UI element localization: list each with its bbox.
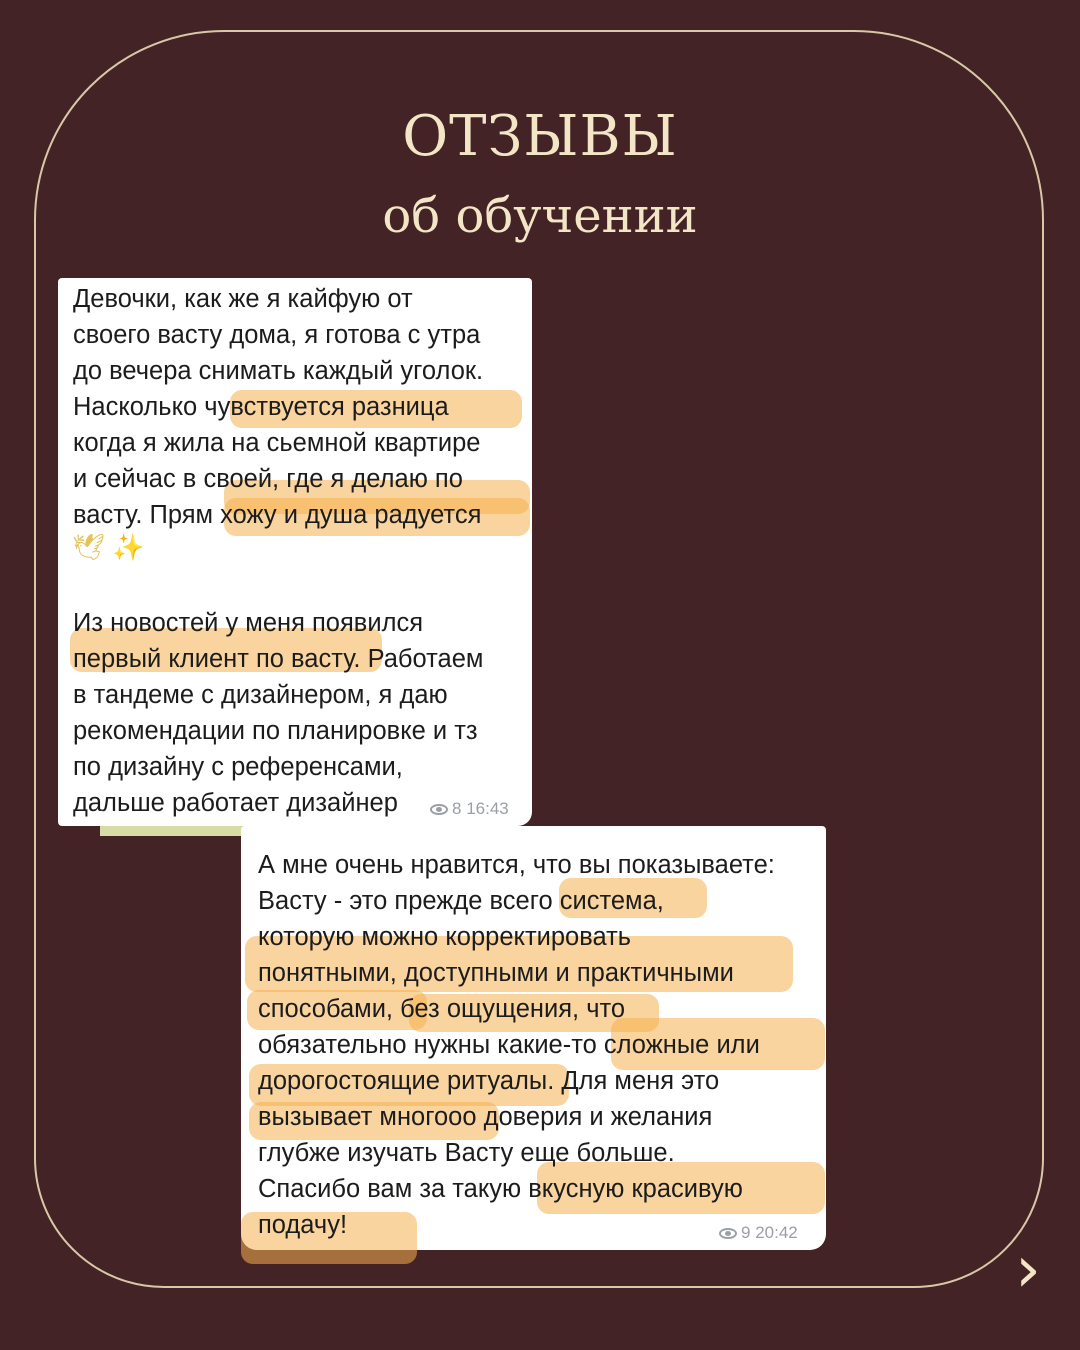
view-count: 8	[452, 799, 462, 818]
review-2-line: понятными, доступными и практичными	[258, 959, 734, 987]
review-1-line: дальше работает дизайнер	[73, 789, 398, 817]
view-count: 9	[741, 1223, 751, 1242]
review-1-line: в тандеме с дизайнером, я даю	[73, 681, 448, 709]
review-2-line: подачу!	[258, 1211, 348, 1239]
review-1-line: до вечера снимать каждый уголок.	[73, 357, 484, 385]
review-2-line: которую можно корректировать	[258, 923, 632, 951]
page-subtitle: об обучении	[382, 188, 698, 244]
message-time: 16:43	[466, 799, 509, 818]
message-time: 20:42	[755, 1223, 798, 1242]
review-2-line: А мне очень нравится, что вы показываете:	[258, 851, 775, 879]
review-2-line: вызывает многооо доверия и желания	[258, 1103, 713, 1131]
review-card-1	[58, 278, 532, 826]
page-title: ОТЗЫВЫ	[402, 104, 678, 169]
review-1-line: Девочки, как же я кайфую от	[73, 285, 413, 313]
review-1-line: первый клиент по васту. Работаем	[73, 645, 484, 673]
review-2-line: дорогостоящие ритуалы. Для меня это	[258, 1067, 720, 1095]
message-meta	[430, 799, 509, 819]
dove-sparkles-icon: 🕊 ✨	[72, 532, 145, 562]
review-2-line: глубже изучать Васту еще больше.	[258, 1139, 675, 1167]
review-1-line: васту. Прям хожу и душа радуется	[73, 501, 482, 529]
review-2-line: обязательно нужны какие-то сложные или	[258, 1031, 760, 1059]
review-1-line: когда я жила на сьемной квартире	[73, 429, 481, 457]
eye-icon	[719, 1228, 737, 1239]
eye-icon	[430, 804, 448, 815]
review-card-2	[241, 826, 826, 1250]
review-1-line: по дизайну с референсами,	[73, 753, 403, 781]
review-1-line: рекомендации по планировке и тз	[73, 717, 478, 745]
review-2-line: Спасибо вам за такую вкусную красивую	[258, 1175, 743, 1203]
review-1-line: и сейчас в своей, где я делаю по	[73, 465, 463, 493]
chevron-right-icon[interactable]: ›	[1015, 1233, 1041, 1307]
review-1-line: Насколько чувствуется разница	[73, 393, 449, 421]
message-meta	[719, 1223, 798, 1243]
review-1-line: Из новостей у меня появился	[73, 609, 424, 637]
review-1-line: своего васту дома, я готова с утра	[73, 321, 481, 349]
review-2-line: способами, без ощущения, что	[258, 995, 626, 1023]
review-2-line: Васту - это прежде всего система,	[258, 887, 664, 915]
